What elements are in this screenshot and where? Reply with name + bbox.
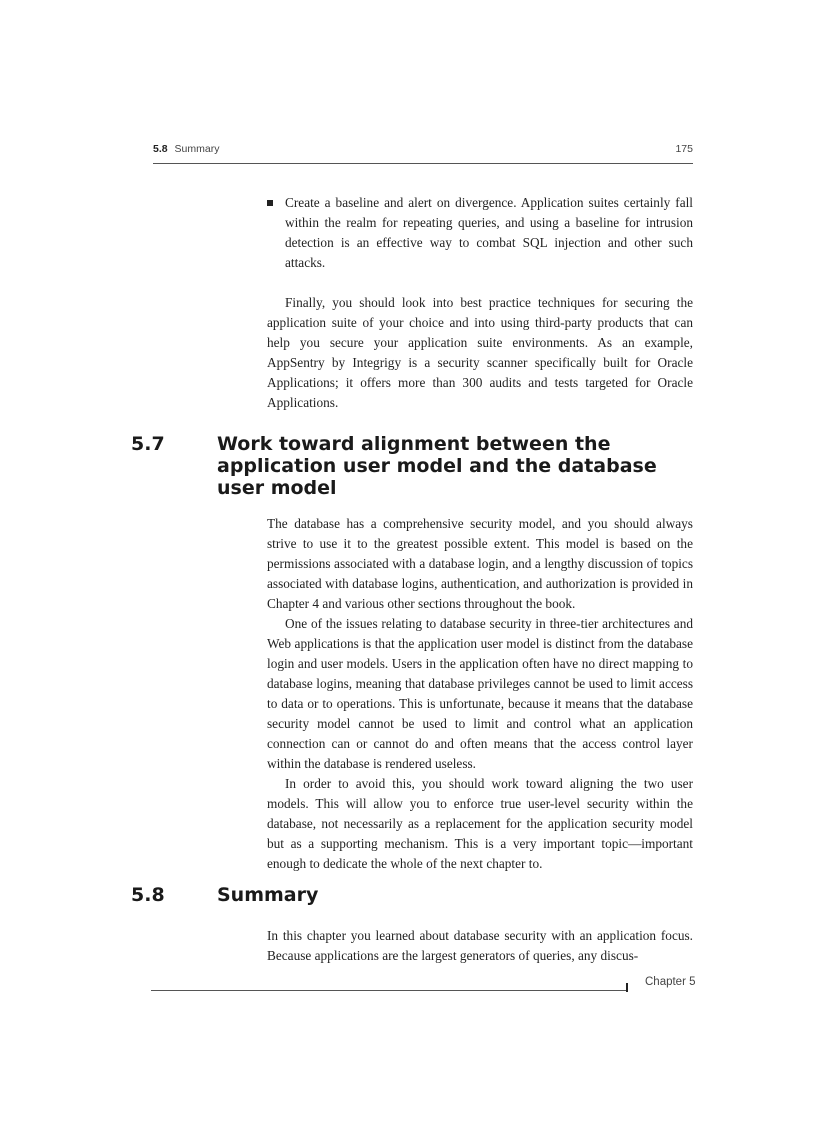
bullet-list-item <box>267 193 693 273</box>
paragraph: In order to avoid this, you should work toward aligning the two user models. This will allow you to enforce true user-level security within the database, not necessarily as a replacement for the application security model but as a supporting mechanism. This is a very important topic—important enough to dedicate the whole of the next chapter to. <box>267 776 693 871</box>
section-title: Summary <box>217 884 319 906</box>
section-number: 5.8 <box>131 884 165 906</box>
running-head-section-number: 5.8 <box>153 143 168 155</box>
body-text-block-finally <box>267 293 693 413</box>
footer-rule <box>151 990 628 991</box>
section-number: 5.7 <box>131 433 165 455</box>
section-5-8-body <box>267 926 693 966</box>
section-title: Work toward alignment between the application user model and the database user model <box>217 433 657 499</box>
paragraph: One of the issues relating to database security in three-tier architectures and Web applications is that the application user model is distinct from the database login and user models. Users in the application often have no direct mapping to database logins, meaning that database privileges cannot be used to limit access to data or to operations. This is unfortunate, because it means that the database security model cannot be used to limit and control what an application connection can or cannot do and often means that the access control layer within the database is rendered useless. <box>267 616 693 771</box>
footer-tick-mark <box>626 983 628 992</box>
section-5-7-body <box>267 514 693 874</box>
paragraph-summary: In this chapter you learned about database security with an application focus. Because applications are the largest generators of queries, any discus- <box>267 928 693 963</box>
paragraph: The database has a comprehensive security model, and you should always strive to use it to the greatest possible extent. This model is based on the permissions associated with a database login, and a lengthy discussion of topics associated with database logins, authentication, and authorization is provided in Chapter 4 and various other sections throughout the book. <box>267 516 693 611</box>
square-bullet-icon <box>267 200 273 206</box>
running-head-section-title: Summary <box>174 143 220 155</box>
paragraph-finally: Finally, you should look into best practice techniques for securing the application suite of your choice and into using third-party products that can help you secure your application suite environments. As an example, AppSentry by Integrigy is a security scanner specifically built for Oracle Applications; it offers more than 300 audits and tests targeted for Oracle Applications. <box>267 295 693 410</box>
running-head <box>153 143 693 164</box>
page-number: 175 <box>675 143 693 155</box>
footer-chapter-label: Chapter 5 <box>645 976 696 988</box>
bullet-text: Create a baseline and alert on divergence. Application suites certainly fall within the realm for repeating queries, and using a baseline for intrusion detection is an effective way to combat SQL injection and other such attacks. <box>285 195 693 270</box>
